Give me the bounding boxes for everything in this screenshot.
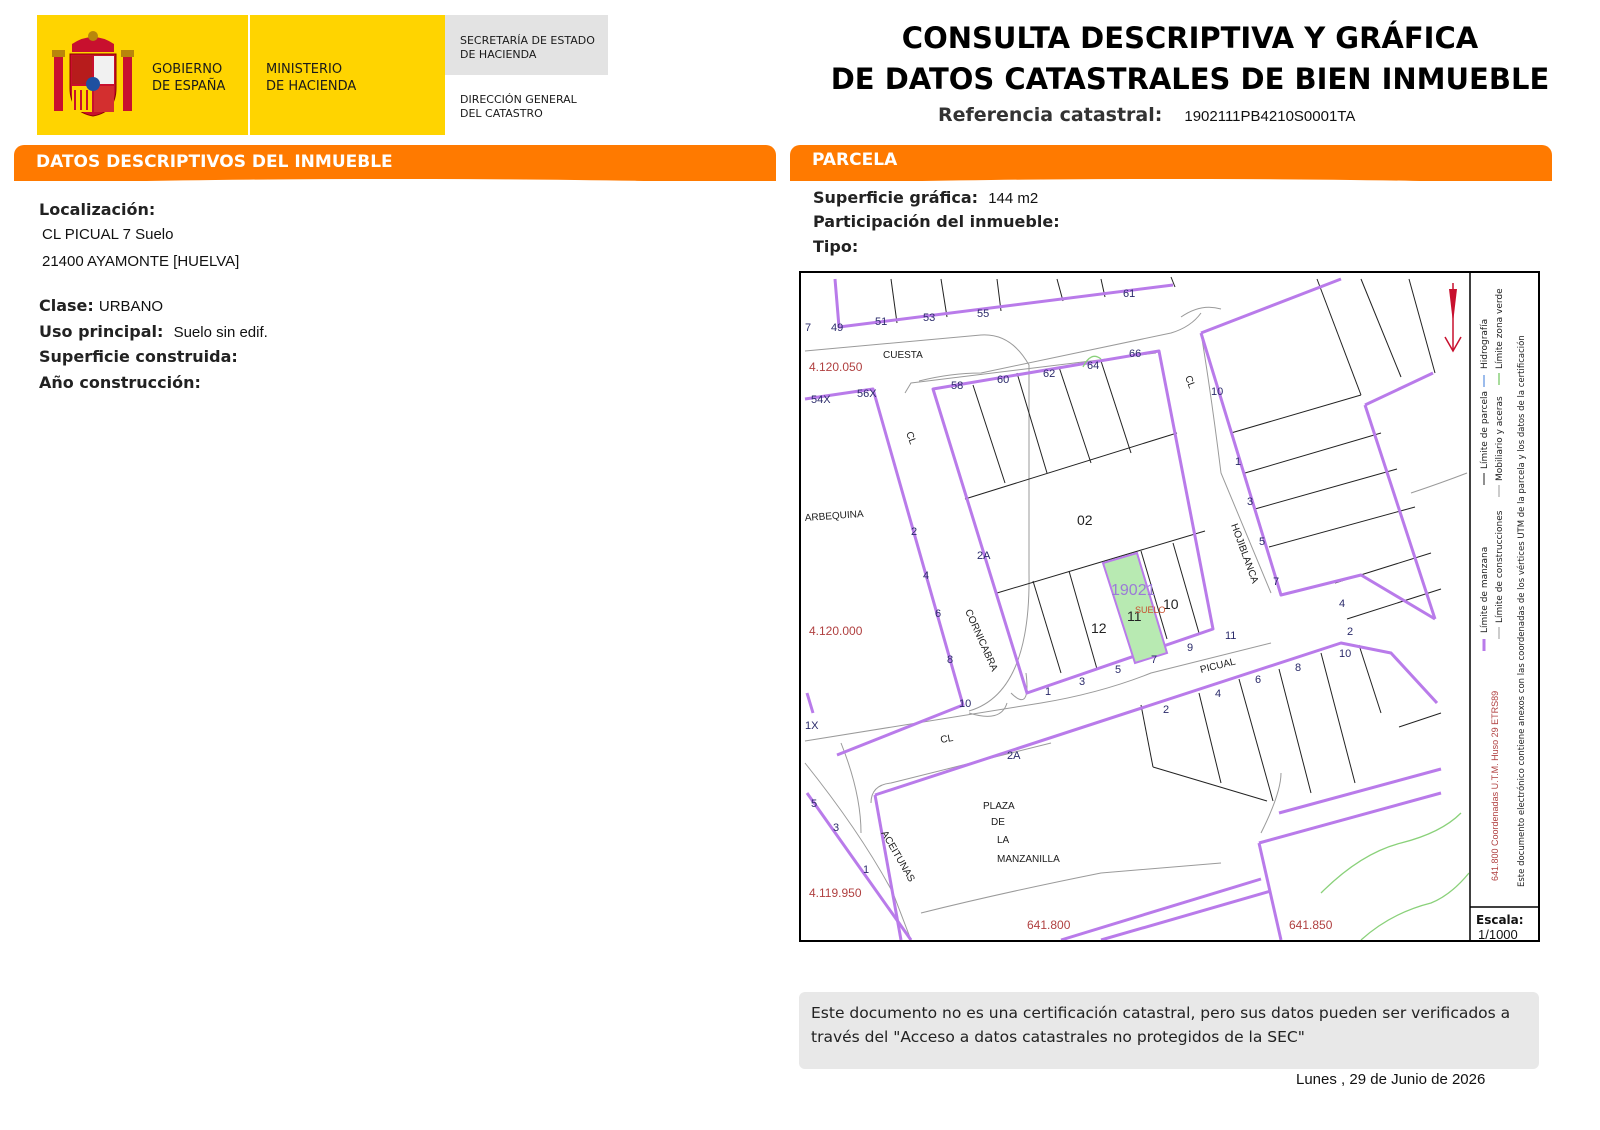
localizacion-line1: CL PICUAL 7 Suelo — [42, 226, 174, 243]
utm-y-bottom: 4.119.950 — [809, 886, 862, 900]
logo-divider — [248, 15, 250, 135]
utm-x-right: 641.850 — [1289, 918, 1333, 932]
map-canvas — [801, 273, 1538, 940]
clase-label: Clase: — [39, 296, 94, 315]
referencia-catastral — [938, 104, 1355, 126]
scale-value: 1/1000 — [1478, 927, 1518, 940]
sec-line1: SECRETARÍA DE ESTADO — [460, 34, 595, 47]
legend-limite-construcciones: Límite de construcciones — [1495, 510, 1505, 623]
uso-row — [39, 322, 268, 341]
house-number: 7 — [1151, 654, 1158, 666]
parcel-02: 02 — [1077, 512, 1093, 528]
localizacion-label: Localización: — [39, 200, 156, 219]
house-number: 7 — [805, 322, 812, 334]
house-number: 1 — [1045, 686, 1052, 698]
ref-value: 1902111PB4210S0001TA — [1184, 108, 1356, 125]
house-number: 56X — [857, 388, 877, 400]
plaza-line2: DE — [991, 817, 1005, 828]
banner-parcela-label: PARCELA — [812, 150, 898, 170]
house-number: 3 — [1247, 496, 1254, 508]
parcel-11: 11 — [1127, 608, 1142, 624]
coordinates-note: 641.800 Coordenadas U.T.M. Huso 29 ETRS89 — [1490, 690, 1500, 881]
plaza-line1: PLAZA — [983, 801, 1015, 812]
uso-label: Uso principal: — [39, 322, 164, 341]
house-number: 8 — [947, 654, 954, 666]
clase-row — [39, 296, 163, 315]
dir-line1: DIRECCIÓN GENERAL — [460, 93, 577, 106]
legend-mobiliario: Mobiliario y aceras — [1495, 396, 1505, 481]
parcel-10: 10 — [1163, 596, 1179, 612]
notice-box — [799, 992, 1539, 1069]
house-number: 2A — [977, 550, 991, 562]
parcel-12: 12 — [1091, 620, 1107, 636]
banner-parcela — [790, 145, 1552, 181]
participacion-label: Participación del inmueble: — [813, 212, 1060, 231]
min-line1: MINISTERIO — [266, 62, 343, 77]
house-number: 10 — [1211, 386, 1224, 398]
tipo-label: Tipo: — [813, 237, 859, 256]
house-number: 60 — [997, 374, 1010, 386]
anio-construccion-label: Año construcción: — [39, 373, 201, 392]
plaza-line4: MANZANILLA — [997, 854, 1060, 865]
clase-value: URBANO — [98, 298, 164, 315]
house-number: 49 — [831, 322, 844, 334]
superficie-grafica-label: Superficie gráfica: — [813, 188, 979, 207]
house-number: 66 — [1129, 348, 1142, 360]
scale-label: Escala: — [1476, 913, 1524, 927]
legend-hidrografia: Hidrografía — [1480, 318, 1490, 369]
house-number: 2 — [1347, 626, 1354, 638]
banner-datos-descriptivos — [14, 145, 776, 181]
house-number: 6 — [935, 608, 942, 620]
house-number: 4 — [923, 570, 930, 582]
cadastral-map — [799, 271, 1540, 942]
ref-label: Referencia catastral: — [938, 104, 1163, 126]
secretaria-text — [460, 34, 595, 62]
house-number: 5 — [1259, 536, 1266, 548]
gov-line2: DE ESPAÑA — [152, 79, 226, 94]
street-cl-1: CL — [903, 430, 918, 447]
street-cl-2: CL — [1182, 374, 1197, 391]
house-number: 11 — [1225, 630, 1237, 642]
house-number: 2 — [911, 526, 918, 538]
legend-zona-verde: Límite zona verde — [1495, 288, 1505, 369]
house-number: 1X — [805, 720, 819, 732]
house-number: 1 — [863, 864, 870, 876]
house-number: 1 — [1235, 456, 1242, 468]
suelo-label: SUELO — [1135, 605, 1166, 615]
notice-text: Este documento no es una certificación catastral, pero sus datos pueden ser verificados a través del "Acceso a datos catastrales no protegidos de la SEC" — [811, 1004, 1511, 1046]
dir-line2: DEL CATASTRO — [460, 107, 543, 120]
page-title — [820, 18, 1560, 100]
street-cuesta: CUESTA — [883, 350, 923, 361]
house-number: 6 — [1255, 674, 1262, 686]
street-arbequina: ARBEQUINA — [804, 508, 864, 524]
house-number: 58 — [951, 380, 964, 392]
house-number: 54X — [811, 394, 831, 406]
street-aceitunas: ACEITUNAS — [878, 829, 917, 885]
house-number: 9 — [1187, 642, 1194, 654]
house-number: 4 — [1215, 688, 1222, 700]
utm-y-mid: 4.120.000 — [809, 624, 863, 638]
house-number: 7 — [1273, 576, 1280, 588]
document-date: Lunes , 29 de Junio de 2026 — [1296, 1071, 1486, 1088]
house-number: 4 — [1339, 598, 1346, 610]
street-hojiblanca: HOJIBLANCA — [1228, 522, 1260, 586]
house-number: 53 — [923, 312, 936, 324]
house-number: 55 — [977, 308, 990, 320]
gobierno-text — [152, 61, 225, 95]
house-number: 3 — [833, 822, 840, 834]
house-number: 8 — [1295, 662, 1302, 674]
localizacion-line2: 21400 AYAMONTE [HUELVA] — [42, 253, 240, 270]
house-number: 3 — [1079, 676, 1086, 688]
utm-y-top: 4.120.050 — [809, 360, 863, 374]
superficie-grafica-row — [813, 188, 1038, 207]
plaza-line3: LA — [997, 835, 1010, 846]
legend-limite-manzana: Límite de manzana — [1480, 546, 1490, 633]
house-number: 2A — [1007, 750, 1021, 762]
superficie-construida-label: Superficie construida: — [39, 347, 238, 366]
ministerio-text — [266, 61, 356, 95]
house-number: 64 — [1087, 360, 1100, 372]
utm-x-left: 641.800 — [1027, 918, 1071, 932]
direccion-text — [460, 93, 577, 121]
house-number: 62 — [1043, 368, 1056, 380]
title-line1: CONSULTA DESCRIPTIVA Y GRÁFICA — [901, 21, 1479, 55]
parcel-19021: 19021 — [1111, 582, 1156, 599]
banner-descriptivos-label: DATOS DESCRIPTIVOS DEL INMUEBLE — [36, 152, 393, 172]
superficie-grafica-value: 144 m2 — [988, 190, 1039, 207]
document-note: Este documento electrónico contiene anexos con las coordenadas de los vértices UTM de la parcela y los datos de la certificación — [1517, 335, 1527, 887]
house-number: 5 — [1115, 664, 1122, 676]
street-cl-3: CL — [939, 732, 955, 746]
street-picual: PICUAL — [1199, 656, 1237, 676]
sec-line2: DE HACIENDA — [460, 48, 537, 61]
street-cornicabra: CORNICABRA — [962, 607, 1000, 674]
house-number: 2 — [1163, 704, 1170, 716]
title-line2: DE DATOS CATASTRALES DE BIEN INMUEBLE — [830, 62, 1550, 96]
legend-limite-parcela: Límite de parcela — [1480, 390, 1490, 469]
house-number: 51 — [875, 316, 888, 328]
house-number: 61 — [1123, 288, 1136, 300]
house-number: 5 — [811, 798, 818, 810]
house-number: 10 — [959, 698, 972, 710]
house-number: 10 — [1339, 648, 1352, 660]
min-line2: DE HACIENDA — [266, 79, 357, 94]
gov-line1: GOBIERNO — [152, 62, 223, 77]
coat-of-arms-icon — [50, 28, 136, 120]
uso-value: Suelo sin edif. — [173, 324, 268, 341]
